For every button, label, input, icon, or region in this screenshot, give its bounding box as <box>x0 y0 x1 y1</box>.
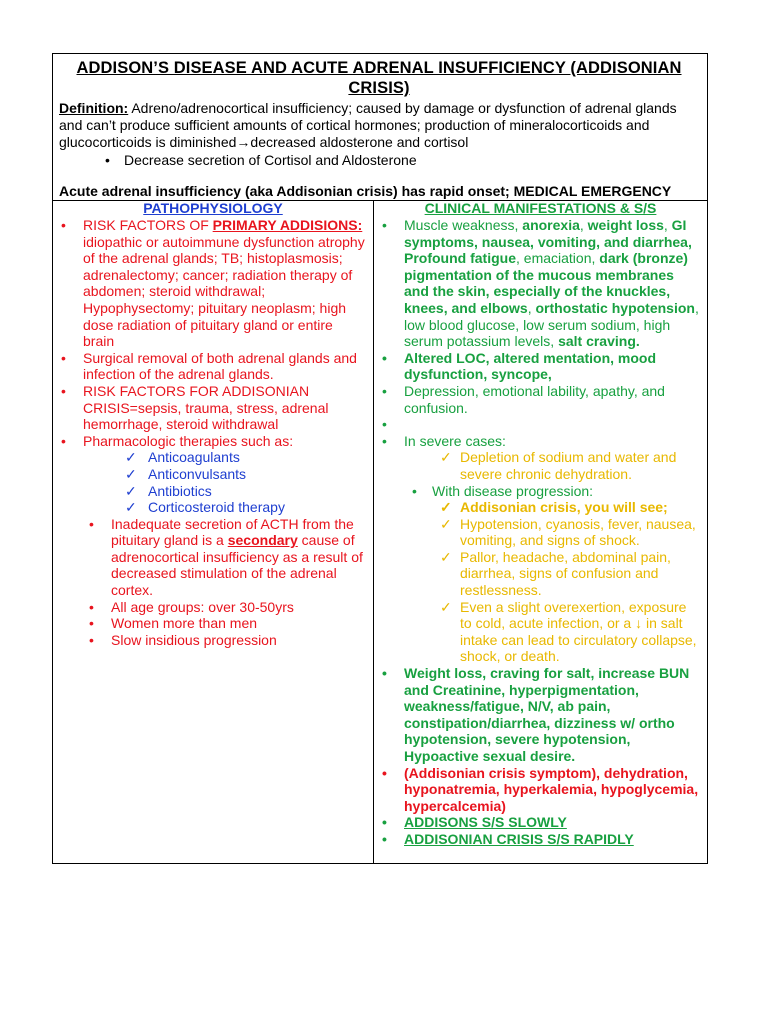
progression-item: ✓ Hypotension, cyanosis, fever, nausea, vomiting, and signs of shock. <box>380 516 701 549</box>
rf-primary-text: idiopathic or autoimmune dysfunction atrophy of the adrenal glands; TB; histoplasmosis; adrenalectomy; cancer; radiation therapy of abdomen; steroid withdrawal; Hypophysectomy; pituitary neoplasm; high dose radiation of pituitary gland or entire brain <box>83 233 365 350</box>
document-table <box>52 53 708 864</box>
progression-item: ✓ Even a slight overexertion, exposure to cold, acute infection, or a ↓ in salt intake can lead to circulatory collapse, shock, or death. <box>380 599 701 665</box>
acth-prefix: Inadequate secretion of ACTH from the pituitary gland is a <box>111 515 354 549</box>
progression-item: ✓ Addisonian crisis, you will see; <box>380 499 701 516</box>
rf-primary-prefix: RISK FACTORS OF <box>83 217 213 233</box>
list-item <box>380 416 701 433</box>
list-item: • (Addisonian crisis symptom), dehydration, hyponatremia, hyperkalemia, hypoglycemia, hypercalcemia) <box>380 765 701 815</box>
drug-item: ✓ Anticoagulants <box>59 449 367 466</box>
drug-item: ✓ Antibiotics <box>59 483 367 500</box>
m1-d: weight loss <box>587 217 664 233</box>
list-item: • ADDISONS S/S SLOWLY <box>380 814 701 831</box>
m1-k: , low blood glucose, low serum sodium, high serum potassium levels, <box>404 299 699 350</box>
progression-item: ✓ Pallor, headache, abdominal pain, diarrhea, signs of confusion and restlessness. <box>380 549 701 599</box>
pathophysiology-column <box>53 201 374 863</box>
list-item <box>380 217 701 350</box>
list-item: • Slow insidious progression <box>59 632 367 649</box>
definition-text: Adreno/adrenocortical insufficiency; caused by damage or dysfunction of adrenal glands and can’t produce sufficient amounts of cortical hormones; production of mineralocorticoids and glucocorticoids is diminished→decreased aldosterone and cortisol <box>59 100 677 150</box>
list-item: • With disease progression: <box>380 483 701 500</box>
severe-item: ✓ Depletion of sodium and water and severe chronic dehydration. <box>380 449 701 482</box>
clinical-list <box>380 217 701 848</box>
m1-b: anorexia <box>522 217 580 233</box>
m1-i: , <box>527 299 536 316</box>
definition <box>59 100 699 151</box>
drug-item: ✓ Corticosteroid therapy <box>59 499 367 516</box>
m1-a: Muscle weakness, <box>404 217 523 233</box>
m1-f: GI symptoms, nausea, vomiting, and diarrhea, Profound fatigue <box>404 217 692 267</box>
acth-suffix: cause of adrenocortical insufficiency as a result of decreased stimulation of the adrenal cortex. <box>111 532 363 599</box>
acth-emph: secondary <box>227 532 298 549</box>
m1-c: , <box>579 217 588 233</box>
list-item: • RISK FACTORS FOR ADDISONIAN CRISIS=sepsis, trauma, stress, adrenal hemorrhage, steroid withdrawal <box>59 383 367 433</box>
list-item: • ADDISONIAN CRISIS S/S RAPIDLY <box>380 831 701 848</box>
m1-e: , <box>663 217 672 233</box>
list-item: • In severe cases: <box>380 433 701 450</box>
list-item: • Women more than men <box>59 615 367 632</box>
acute-note: Acute adrenal insufficiency (aka Addisonian crisis) has rapid onset; MEDICAL EMERGENCY <box>59 183 672 199</box>
header-bullet: • Decrease secretion of Cortisol and Aldosterone <box>59 152 699 169</box>
list-item: • Pharmacologic therapies such as: <box>59 433 367 450</box>
drug-item: ✓ Anticonvulsants <box>59 466 367 483</box>
m1-l: salt craving. <box>558 333 640 350</box>
clinical-manifestations-column <box>374 201 707 863</box>
clinical-heading: CLINICAL MANIFESTATIONS & S/S <box>424 200 657 216</box>
list-item: • Depression, emotional lability, apathy, and confusion. <box>380 383 701 416</box>
list-item <box>59 217 367 350</box>
m1-h: dark (bronze) pigmentation of the mucous membranes and the skin, especially of the knuckles, knees, and elbows <box>404 250 688 316</box>
list-item <box>59 516 367 599</box>
m1-j: orthostatic hypotension <box>535 299 695 316</box>
list-item: • Surgical removal of both adrenal glands and infection of the adrenal glands. <box>59 350 367 383</box>
pathophysiology-list <box>59 217 367 648</box>
rf-primary-emph: PRIMARY ADDISIONS: <box>212 217 363 233</box>
list-item: • All age groups: over 30-50yrs <box>59 599 367 616</box>
definition-label: Definition: <box>59 100 129 116</box>
page-title: ADDISON’S DISEASE AND ACUTE ADRENAL INSUFFICIENCY (ADDISONIAN CRISIS) <box>76 59 682 97</box>
list-item: • Weight loss, craving for salt, increase BUN and Creatinine, hyperpigmentation, weakness/fatigue, N/V, ab pain, constipation/diarrhea, dizziness w/ ortho hypotension, severe hypotension, Hypoactive sexual desire. <box>380 665 701 765</box>
pathophysiology-heading: PATHOPHYSIOLOGY <box>143 200 283 216</box>
m1-g: , emaciation, <box>516 250 600 267</box>
list-item: • Altered LOC, altered mentation, mood dysfunction, syncope, <box>380 350 701 383</box>
header-section <box>53 54 707 201</box>
